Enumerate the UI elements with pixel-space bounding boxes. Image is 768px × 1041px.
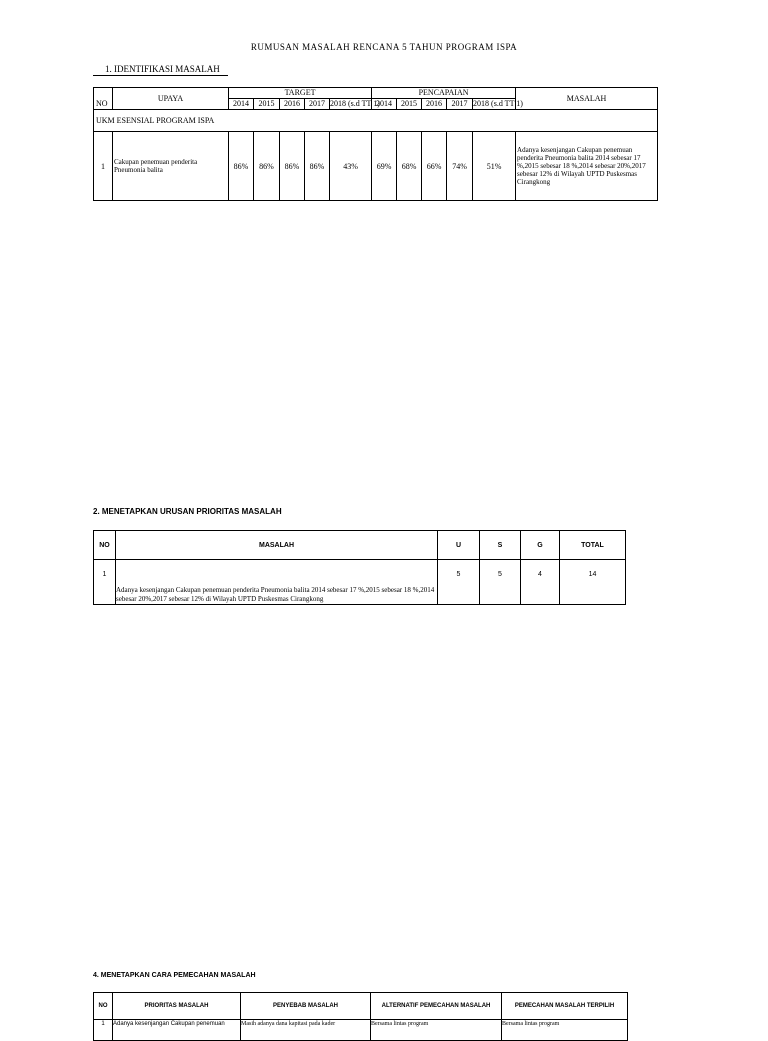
header-total: TOTAL	[560, 531, 626, 560]
row-no: 1	[94, 1020, 113, 1041]
pencapaian-year-2016: 2016	[422, 99, 447, 110]
section-4-heading: 4. MENETAPKAN CARA PEMECAHAN MASALAH	[93, 972, 256, 979]
subheading-ukm-esensial: UKM ESENSIAL PROGRAM ISPA	[94, 110, 658, 132]
row-masalah: Adanya kesenjangan Cakupan penemuan penderita Pneumonia balita 2014 sebesar 17 %,2015 sebesar 18 %,2014 sebesar 20%,2017 sebesar 12% di Wilayah UPTD Puskesmas Cirangkong	[516, 132, 658, 201]
header-no: NO	[94, 531, 116, 560]
header-masalah: MASALAH	[516, 88, 658, 110]
table-row	[94, 1020, 628, 1041]
row-prioritas: Adanya kesenjangan Cakupan penemuan	[113, 1020, 241, 1041]
pencapaian-value-2018: 51%	[473, 132, 516, 201]
pencapaian-year-2014: 2014	[372, 99, 397, 110]
target-year-2015: 2015	[254, 99, 280, 110]
pemecahan-masalah-table	[93, 992, 628, 1041]
pencapaian-year-2015: 2015	[397, 99, 422, 110]
header-pencapaian: PENCAPAIAN	[372, 88, 516, 99]
identifikasi-masalah-table	[93, 87, 658, 201]
header-upaya: UPAYA	[113, 88, 229, 110]
prioritas-masalah-table	[93, 530, 626, 605]
pencapaian-year-2018: 2018 (s.d TT 1)	[473, 99, 523, 108]
target-value-2014: 86%	[229, 132, 254, 201]
target-year-2016: 2016	[280, 99, 305, 110]
row-u: 5	[438, 560, 480, 605]
header-s: S	[480, 531, 521, 560]
row-no: 1	[94, 132, 113, 201]
row-masalah: Adanya kesenjangan Cakupan penemuan penderita Pneumonia balita 2014 sebesar 17 %,2015 sebesar 18 %,2014 sebesar 20%,2017 sebesar 12% di Wilayah UPTD Puskesmas Cirangkong	[116, 560, 438, 605]
target-value-2018: 43%	[330, 132, 372, 201]
target-value-2017: 86%	[305, 132, 330, 201]
header-no: NO	[94, 88, 113, 110]
row-terpilih: Bersama lintas program	[502, 1020, 628, 1041]
row-no: 1	[94, 560, 116, 605]
header-alternatif-pemecahan: ALTERNATIF PEMECAHAN MASALAH	[371, 993, 502, 1020]
header-no: NO	[94, 993, 113, 1020]
header-penyebab-masalah: PENYEBAB MASALAH	[241, 993, 371, 1020]
table-row	[94, 132, 658, 201]
header-prioritas-masalah: PRIORITAS MASALAH	[113, 993, 241, 1020]
row-alternatif: Bersama lintas program	[371, 1020, 502, 1041]
target-value-2015: 86%	[254, 132, 280, 201]
target-year-2014: 2014	[229, 99, 254, 110]
row-penyebab: Masih adanya dana kapitasi pada kader	[241, 1020, 371, 1041]
row-s: 5	[480, 560, 521, 605]
document-title: RUMUSAN MASALAH RENCANA 5 TAHUN PROGRAM ISPA	[250, 42, 518, 52]
pencapaian-value-2016: 66%	[422, 132, 447, 201]
target-year-2017: 2017	[305, 99, 330, 110]
section-2-heading: 2. MENETAPKAN URUSAN PRIORITAS MASALAH	[93, 507, 282, 516]
header-g: G	[521, 531, 560, 560]
target-year-2018: 2018 (s.d TT 1)	[330, 99, 380, 108]
pencapaian-value-2017: 74%	[447, 132, 473, 201]
row-g: 4	[521, 560, 560, 605]
header-target: TARGET	[229, 88, 372, 99]
pencapaian-value-2014: 69%	[372, 132, 397, 201]
header-u: U	[438, 531, 480, 560]
table-row	[94, 560, 626, 605]
target-value-2016: 86%	[280, 132, 305, 201]
row-total: 14	[560, 560, 626, 605]
header-masalah: MASALAH	[116, 531, 438, 560]
pencapaian-year-2017: 2017	[447, 99, 473, 110]
row-upaya: Cakupan penemuan penderita Pneumonia balita	[113, 132, 229, 201]
pencapaian-value-2015: 68%	[397, 132, 422, 201]
header-pemecahan-terpilih: PEMECAHAN MASALAH TERPILIH	[502, 993, 628, 1020]
section-1-heading: 1. IDENTIFIKASI MASALAH	[93, 64, 228, 76]
